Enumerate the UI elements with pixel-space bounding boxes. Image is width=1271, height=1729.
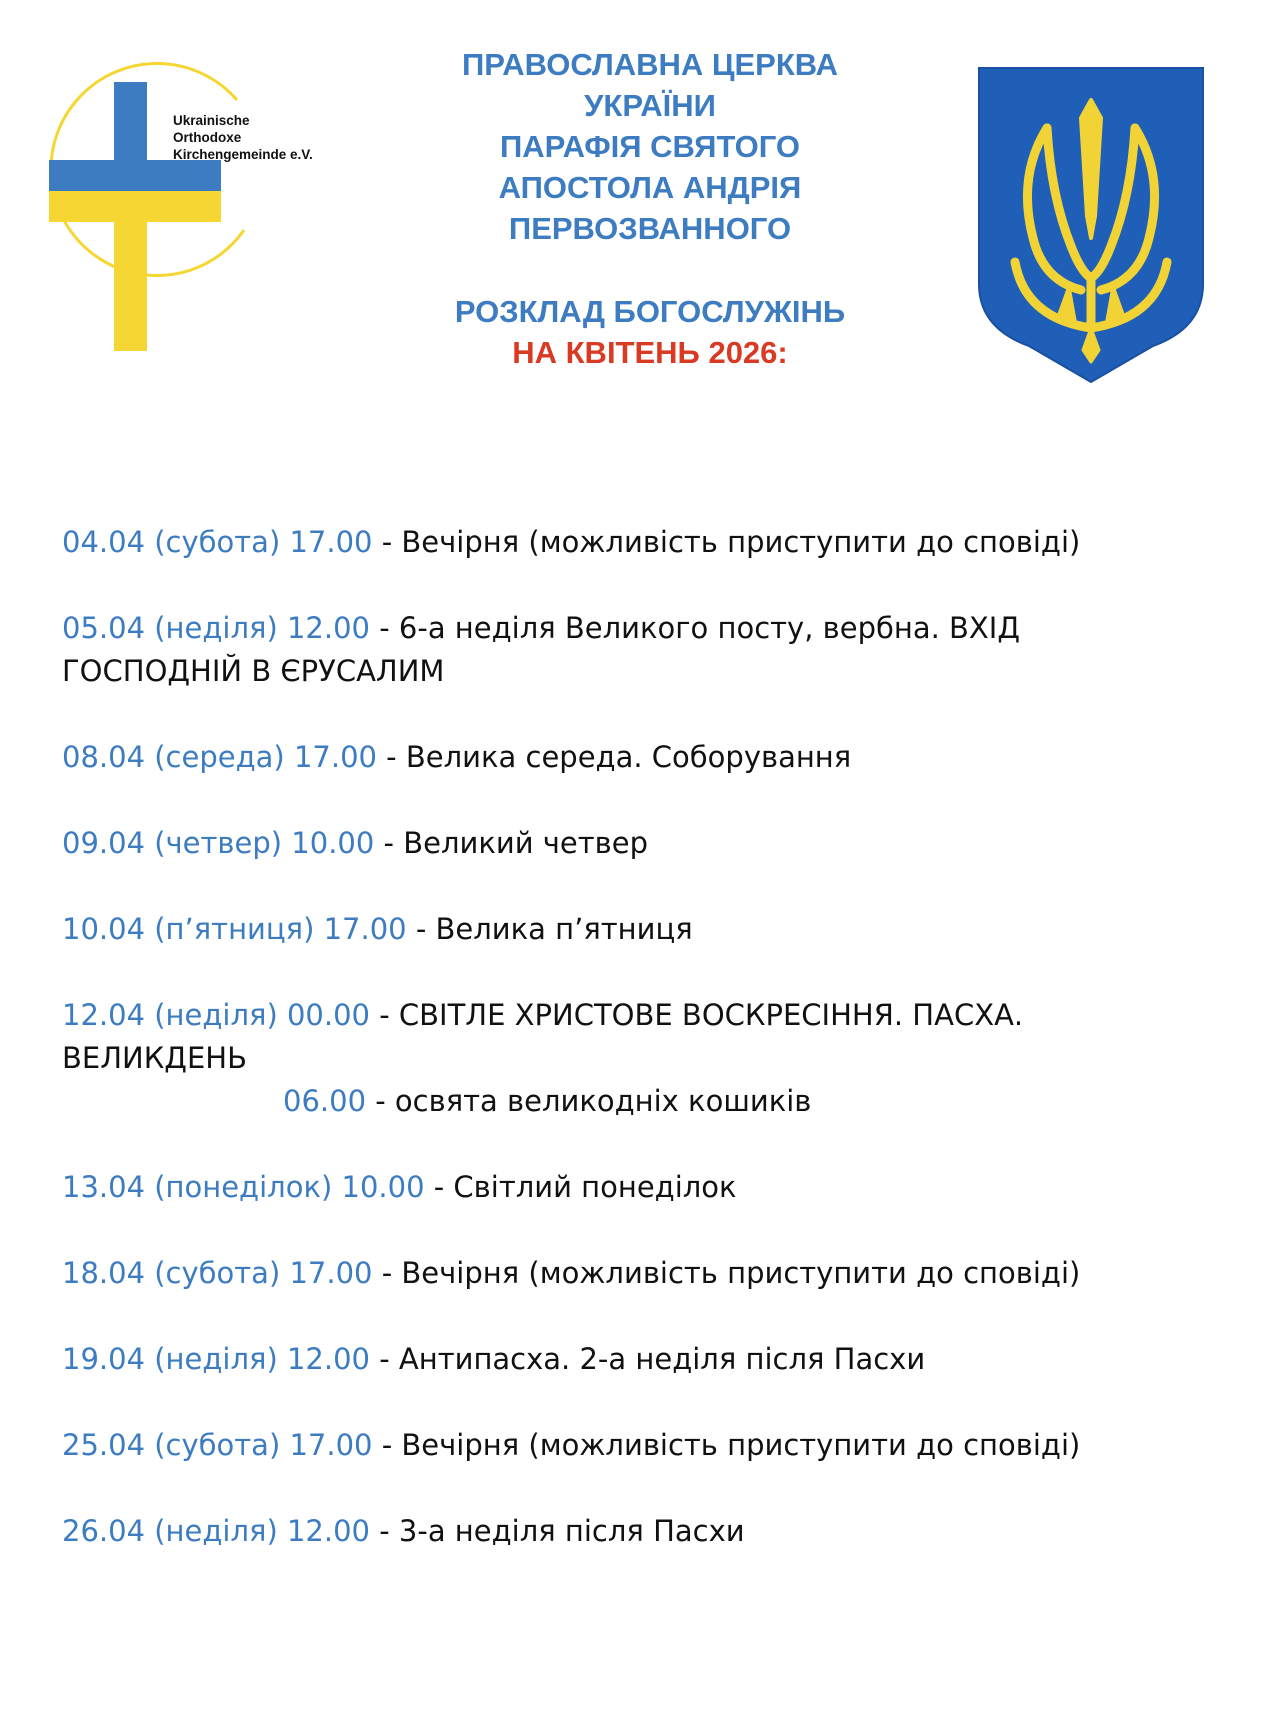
parish-name-line: ПЕРВОЗВАННОГО	[508, 211, 792, 246]
entry-datetime: 13.04 (понеділок) 10.00	[62, 1170, 425, 1204]
service-schedule	[62, 521, 1232, 1553]
logo-cross-bar-icon	[49, 160, 221, 191]
entry-service: - Велика п’ятниця	[406, 912, 693, 946]
schedule-entry	[62, 994, 1232, 1080]
schedule-entry	[62, 908, 1232, 951]
entry-datetime: 19.04 (неділя) 12.00	[62, 1342, 370, 1376]
entry-service: - СВІТЛЕ ХРИСТОВЕ ВОСКРЕСІННЯ. ПАСХА.	[370, 998, 1024, 1032]
entry-datetime: 18.04 (субота) 17.00	[62, 1256, 373, 1290]
schedule-entry	[62, 1252, 1232, 1295]
schedule-entry	[62, 1080, 1232, 1123]
entry-datetime: 05.04 (неділя) 12.00	[62, 611, 370, 645]
schedule-entry	[62, 736, 1232, 779]
schedule-entry	[62, 822, 1232, 865]
schedule-entry	[62, 1510, 1232, 1553]
schedule-entry	[62, 1338, 1232, 1381]
entry-service: - Світлий понеділок	[424, 1170, 737, 1204]
schedule-month: НА КВІТЕНЬ 2026:	[512, 335, 788, 370]
entry-service: - 3-а неділя після Пасхи	[370, 1514, 745, 1548]
entry-service-continued: ГОСПОДНІЙ В ЄРУСАЛИМ	[62, 654, 445, 688]
entry-datetime: 12.04 (неділя) 00.00	[62, 998, 370, 1032]
schedule-entry	[62, 607, 1232, 693]
schedule-entry	[62, 1166, 1232, 1209]
parish-logo	[22, 60, 272, 400]
logo-cross-lower-icon	[114, 191, 147, 351]
church-name-line: УКРАЇНИ	[584, 88, 716, 123]
logo-text-line: Ukrainische	[173, 113, 250, 128]
entry-datetime: 25.04 (субота) 17.00	[62, 1428, 373, 1462]
entry-service: - Велика середа. Соборування	[376, 740, 852, 774]
church-name-line: ПРАВОСЛАВНА ЦЕРКВА	[461, 47, 839, 82]
entry-service: - Великий четвер	[374, 826, 648, 860]
entry-datetime: 08.04 (середа) 17.00	[62, 740, 377, 774]
entry-datetime: 04.04 (субота) 17.00	[62, 525, 373, 559]
entry-datetime: 09.04 (четвер) 10.00	[62, 826, 375, 860]
logo-text	[173, 112, 313, 163]
entry-datetime: 10.04 (п’ятниця) 17.00	[62, 912, 407, 946]
entry-datetime: 06.00	[283, 1084, 367, 1118]
entry-datetime: 26.04 (неділя) 12.00	[62, 1514, 370, 1548]
parish-name-line: АПОСТОЛА АНДРІЯ	[498, 170, 802, 205]
logo-text-line: Orthodoxe	[173, 130, 242, 145]
entry-service: - 6-а неділя Великого посту, вербна. ВХІД	[370, 611, 1020, 645]
parish-name-line: ПАРАФІЯ СВЯТОГО	[499, 129, 801, 164]
schedule-entry	[62, 1424, 1232, 1467]
logo-text-line: Kirchengemeinde e.V.	[173, 147, 313, 162]
schedule-entry	[62, 521, 1232, 564]
entry-service: - освята великодніх кошиків	[366, 1084, 812, 1118]
entry-service-continued: ВЕЛИКДЕНЬ	[62, 1041, 247, 1075]
entry-service: - Вечірня (можливість приступити до сповіді)	[372, 1428, 1081, 1462]
coat-of-arms-icon	[977, 66, 1205, 384]
schedule-title: РОЗКЛАД БОГОСЛУЖІНЬ	[454, 294, 846, 329]
entry-service: - Вечірня (можливість приступити до сповіді)	[372, 525, 1081, 559]
entry-service: - Вечірня (можливість приступити до сповіді)	[372, 1256, 1081, 1290]
entry-service: - Антипасха. 2-а неділя після Пасхи	[370, 1342, 926, 1376]
page-heading	[360, 44, 940, 373]
